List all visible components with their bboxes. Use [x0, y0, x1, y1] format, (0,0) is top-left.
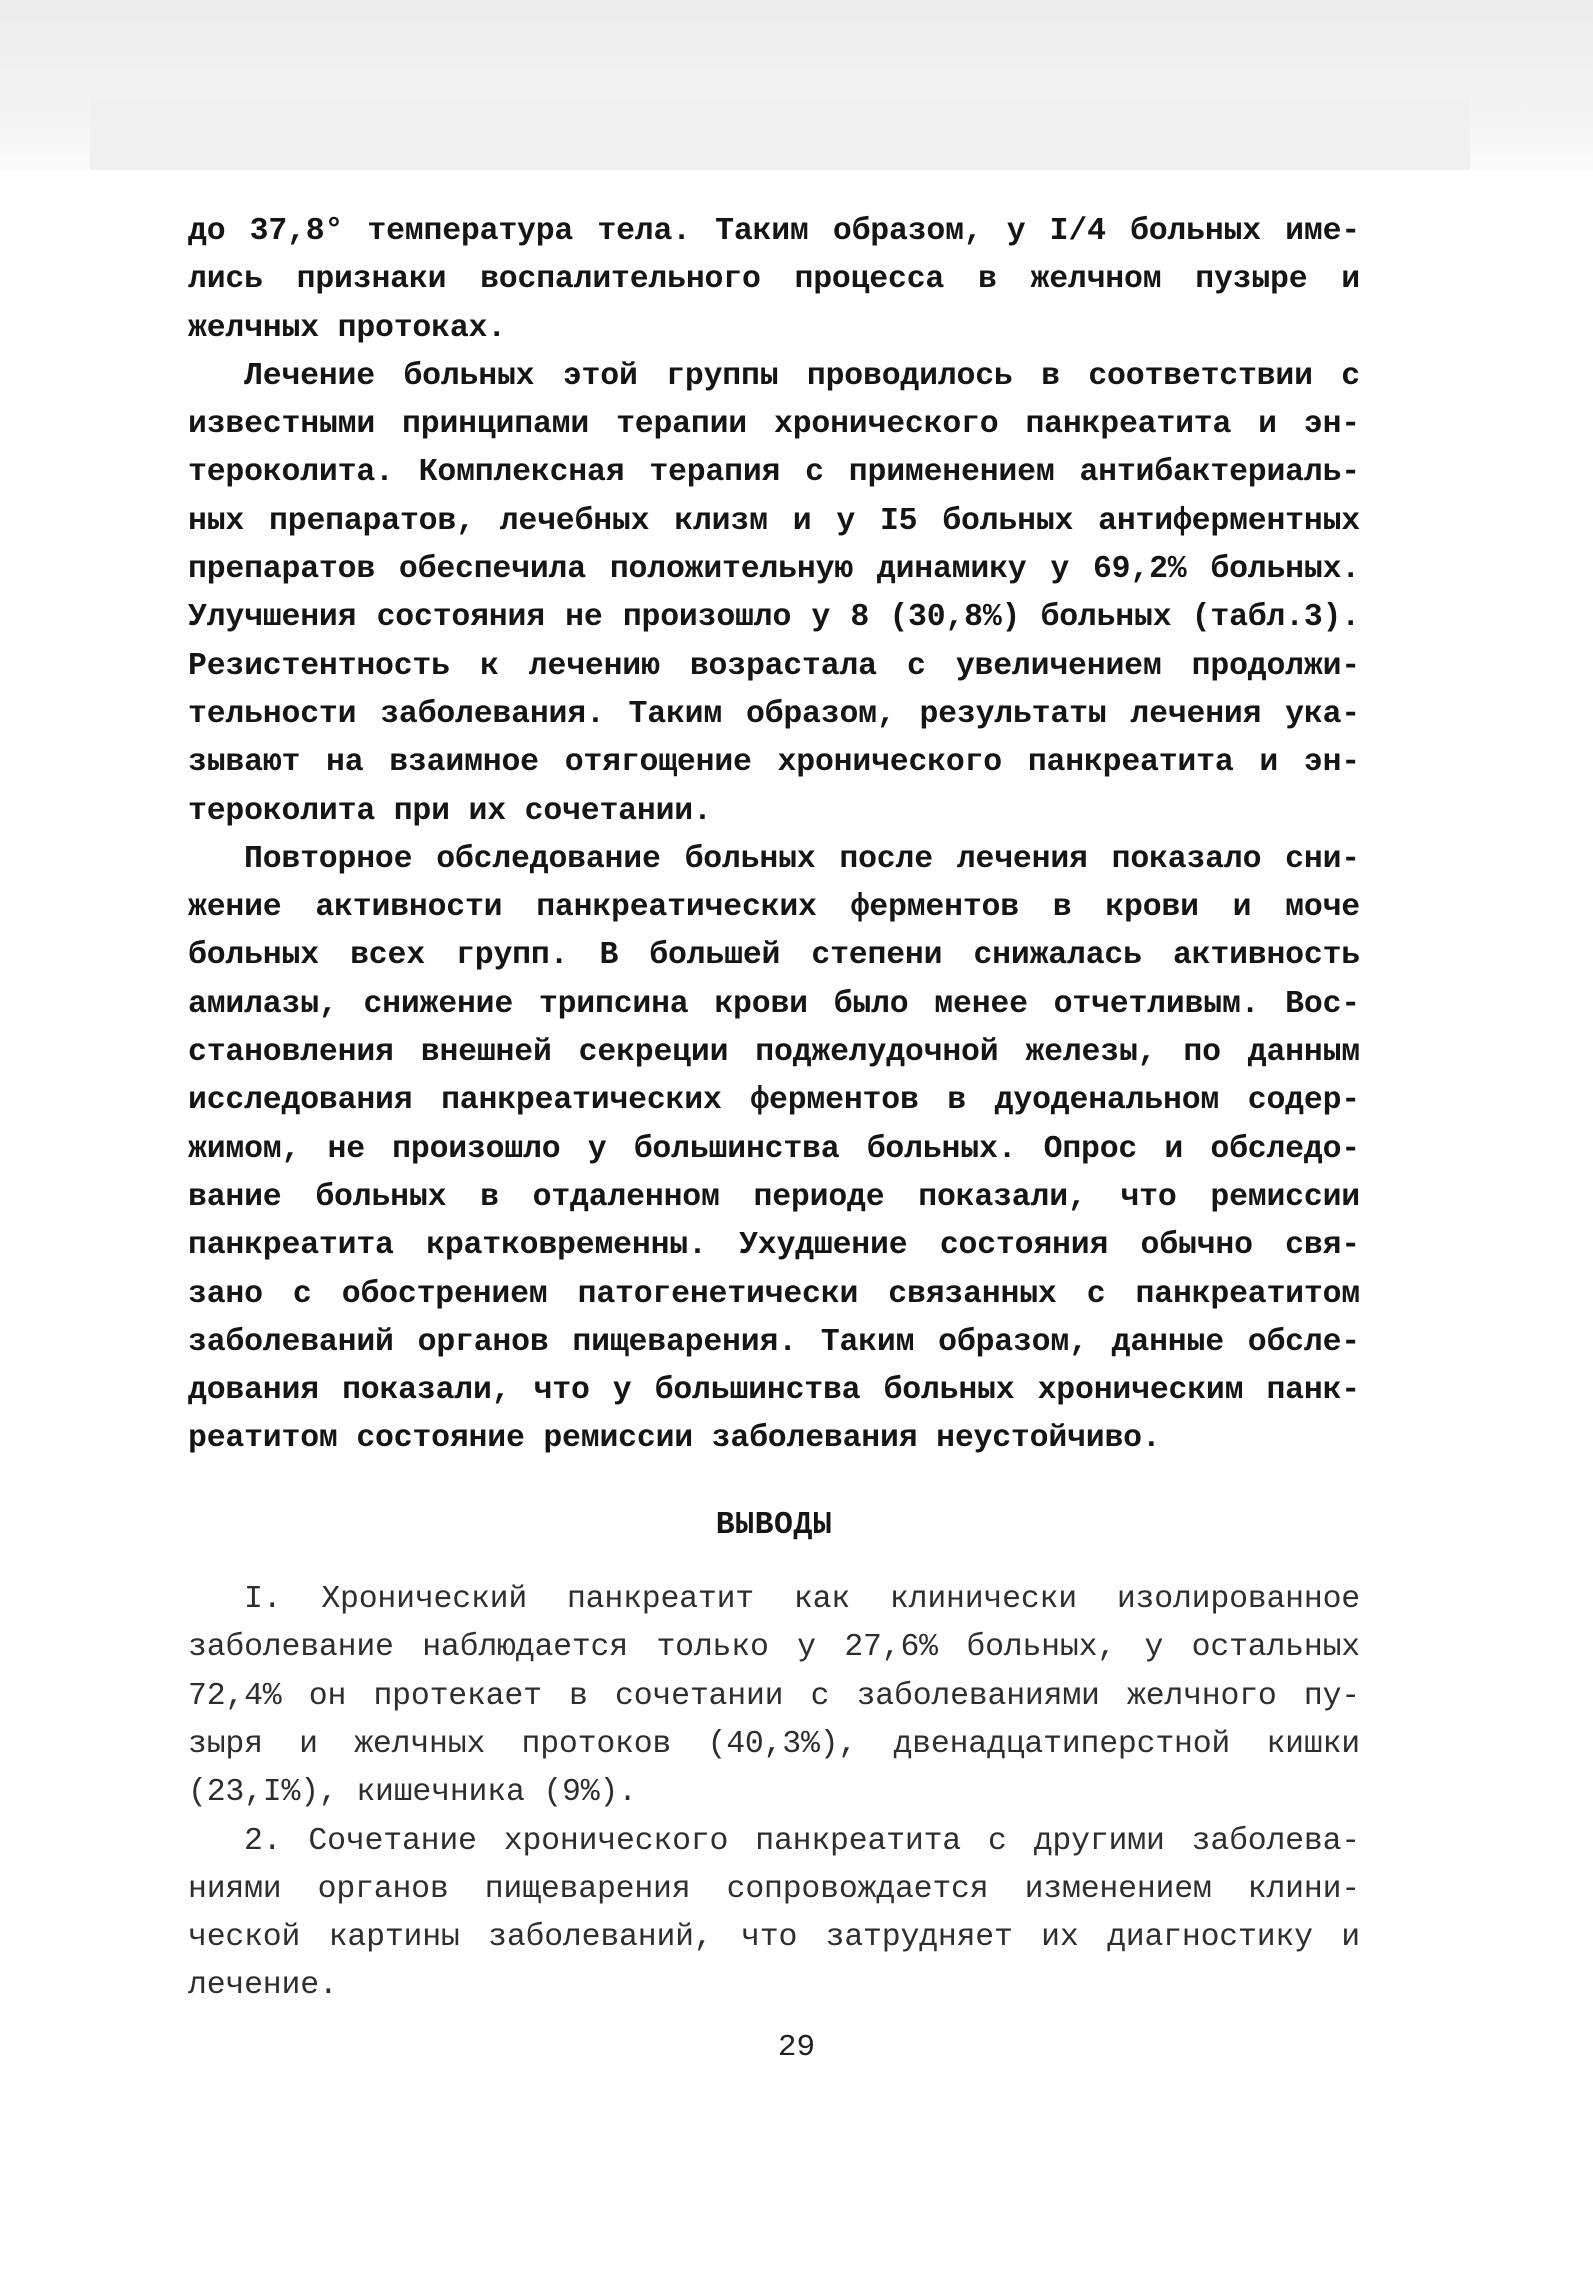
text-line: лечение. [188, 1968, 338, 2004]
text-line: тельности заболевания. Таким образом, результаты лечения ука- [188, 696, 1360, 732]
scan-top-band [90, 98, 1470, 170]
text-line: (23,I%), кишечника (9%). [188, 1775, 637, 1811]
text-line: Резистентность к лечению возрастала с увеличением продолжи- [188, 648, 1360, 684]
paragraph-2 [188, 353, 1360, 836]
document-body [188, 208, 1360, 2011]
text-line: зывают на взаимное отягощение хронического панкреатита и эн- [188, 745, 1360, 781]
text-line: исследования панкреатических ферментов в дуоденальном содер- [188, 1083, 1360, 1119]
text-line: больных всех групп. В большей степени снижалась активность [188, 938, 1360, 974]
text-line: жение активности панкреатических ферментов в крови и моче [188, 890, 1360, 926]
section-heading: ВЫВОДЫ [715, 1507, 833, 1543]
conclusion-2 [188, 1818, 1360, 2011]
text-line: заболевание наблюдается только у 27,6% больных, у остальных [188, 1630, 1360, 1666]
text-line: становления внешней секреции поджелудочной железы, по данным [188, 1035, 1360, 1071]
text-line: лись признаки воспалительного процесса в желчном пузыре и [188, 262, 1360, 298]
text-line: препаратов обеспечила положительную динамику у 69,2% больных. [188, 552, 1360, 588]
text-line: жимом, не произошло у большинства больных. Опрос и обследо- [188, 1131, 1360, 1167]
text-line: Улучшения состояния не произошло у 8 (30,8%) больных (табл.3). [188, 600, 1360, 636]
conclusion-1 [188, 1576, 1360, 1817]
text-line: реатитом состояние ремиссии заболевания неустойчиво. [188, 1421, 1161, 1457]
text-line: 72,4% он протекает в сочетании с заболеваниями желчного пу- [188, 1678, 1360, 1714]
text-line: амилазы, снижение трипсина крови было менее отчетливым. Вос- [188, 986, 1360, 1022]
text-line: Лечение больных этой группы проводилось в соответствии с [244, 358, 1360, 394]
text-line: Повторное обследование больных после лечения показало сни- [244, 841, 1360, 877]
paragraph-1 [188, 208, 1360, 353]
text-line: желчных протоках. [188, 310, 506, 346]
text-line: ческой картины заболеваний, что затрудняет их диагностику и [188, 1920, 1360, 1956]
text-line: вание больных в отдаленном периоде показали, что ремиссии [188, 1179, 1360, 1215]
text-line: заболеваний органов пищеварения. Таким образом, данные обсле- [188, 1324, 1360, 1360]
text-line: тероколита при их сочетании. [188, 793, 712, 829]
text-line: ных препаратов, лечебных клизм и у I5 больных антиферментных [188, 503, 1360, 539]
text-line: 2. Сочетание хронического панкреатита с другими заболева- [244, 1823, 1360, 1859]
text-line: зыря и желчных протоков (40,3%), двенадцатиперстной кишки [188, 1726, 1360, 1762]
paragraph-3 [188, 836, 1360, 1464]
text-line: дования показали, что у большинства больных хроническим панк- [188, 1373, 1360, 1409]
page-number: 29 [777, 2030, 816, 2065]
text-line: известными принципами терапии хронического панкреатита и эн- [188, 407, 1360, 443]
text-line: ниями органов пищеварения сопровождается изменением клини- [188, 1871, 1360, 1907]
text-line: до 37,8° температура тела. Таким образом, у I/4 больных име- [188, 214, 1360, 249]
text-line: панкреатита кратковременны. Ухудшение состояния обычно свя- [188, 1228, 1360, 1264]
text-line: зано с обострением патогенетически связанных с панкреатитом [188, 1276, 1360, 1312]
text-line: I. Хронический панкреатит как клинически изолированное [244, 1582, 1360, 1618]
text-line: тероколита. Комплексная терапия с применением антибактериаль- [188, 455, 1360, 491]
